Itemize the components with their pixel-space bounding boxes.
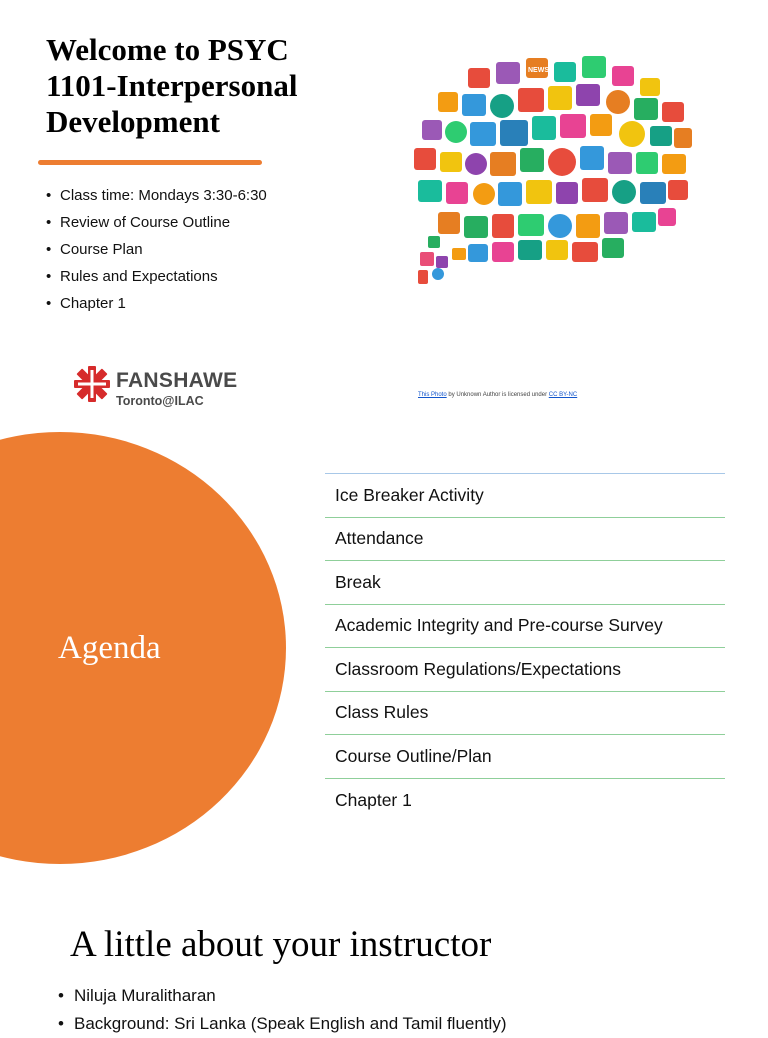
photo-credit-text: by Unknown Author is licensed under bbox=[446, 392, 549, 398]
photo-credit-link[interactable]: This Photo bbox=[418, 392, 447, 398]
bullet-item: • Course Plan bbox=[46, 236, 267, 263]
slide-title: Welcome to PSYC 1101-Interpersonal Development bbox=[46, 32, 298, 139]
bullet-item: • Niluja Muralitharan bbox=[58, 982, 506, 1010]
license-link[interactable]: CC BY-NC bbox=[548, 392, 578, 398]
title-underline bbox=[38, 160, 262, 165]
agenda-item: Academic Integrity and Pre-course Survey bbox=[325, 605, 725, 649]
bullet-item: • Review of Course Outline bbox=[46, 209, 267, 236]
bullet-item: • Chapter 1 bbox=[46, 290, 267, 317]
agenda-item: Classroom Regulations/Expectations bbox=[325, 648, 725, 692]
agenda-item: Course Outline/Plan bbox=[325, 735, 725, 779]
instructor-bullets bbox=[58, 982, 506, 1038]
agenda-list bbox=[325, 473, 725, 822]
photo-credit bbox=[418, 392, 577, 398]
bubble-icons bbox=[414, 56, 692, 262]
bullet-item: • Class time: Mondays 3:30-6:30 bbox=[46, 182, 267, 209]
agenda-item: Chapter 1 bbox=[335, 789, 412, 810]
agenda-item: Break bbox=[325, 561, 725, 605]
news-label: NEWS bbox=[528, 67, 549, 74]
logo-name: FANSHAWE bbox=[116, 369, 238, 392]
agenda-item: Class Rules bbox=[325, 692, 725, 736]
agenda-item: Ice Breaker Activity bbox=[325, 474, 725, 518]
agenda-item: Attendance bbox=[325, 518, 725, 562]
social-media-bubble-image bbox=[408, 48, 698, 292]
slide-welcome bbox=[0, 0, 768, 432]
bubble-tail bbox=[418, 236, 466, 284]
logo-subtitle: Toronto@ILAC bbox=[116, 394, 204, 408]
fanshawe-logo bbox=[72, 364, 252, 412]
fanshawe-star-icon bbox=[72, 364, 112, 404]
instructor-title: A little about your instructor bbox=[70, 924, 492, 965]
bullet-item: • Rules and Expectations bbox=[46, 263, 267, 290]
bullet-list bbox=[46, 182, 267, 317]
agenda-title: Agenda bbox=[58, 630, 161, 666]
bullet-item: • Background: Sri Lanka (Speak English and Tamil fluently) bbox=[58, 1010, 506, 1038]
